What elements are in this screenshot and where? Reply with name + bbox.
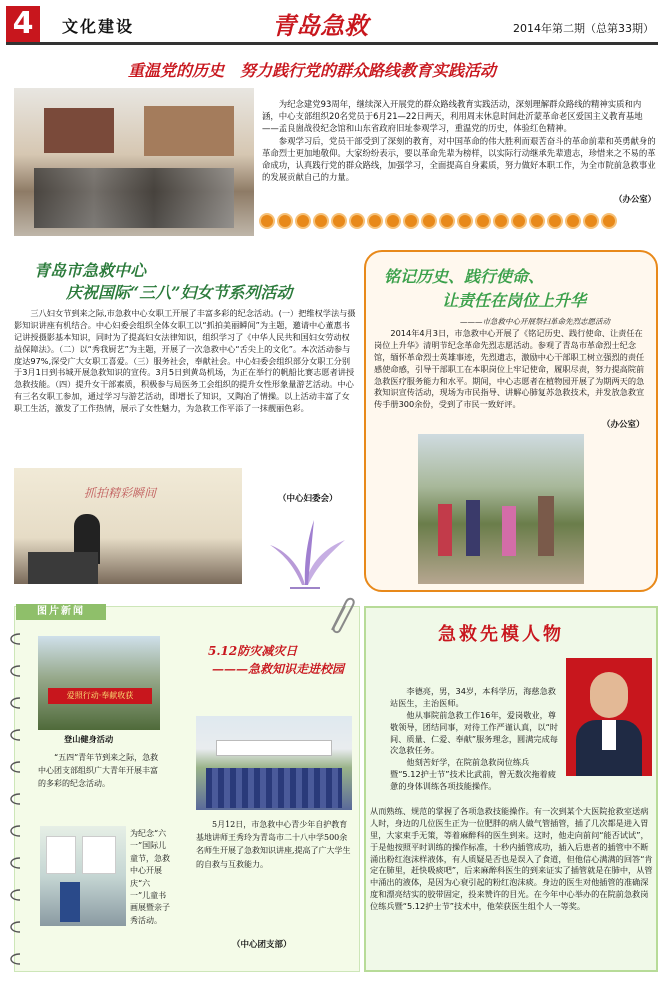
- page-number: 4: [6, 6, 40, 42]
- paperclip-icon: [322, 594, 356, 634]
- disaster-day-title-2: ———急救知识走进校园: [212, 662, 345, 676]
- history-title-1: 铭记历史、践行使命、: [384, 267, 545, 286]
- projection-screen-text: 抓拍精彩瞬间: [84, 486, 157, 500]
- disaster-day-title-1: 5.12防灾减灾日: [208, 644, 298, 658]
- childrens-day-caption: 为纪念“六一”国际儿童节，急救中心开展庆“六一”儿童书画展暨亲子秀活动。: [130, 829, 170, 925]
- memorial-hall-photo: [14, 88, 254, 236]
- doctor-portrait: [566, 658, 652, 776]
- women-title-1: 青岛市急救中心: [34, 261, 147, 280]
- photo-news-author: （中心团支部）: [232, 940, 292, 950]
- lily-decoration: [250, 510, 360, 590]
- model-title: 急救先模人物: [438, 624, 564, 645]
- history-author: （办公室）: [602, 420, 645, 430]
- history-subtitle: ———市急救中心开展祭扫革命先烈志愿活动: [460, 317, 610, 326]
- masthead-logo: 青岛急救: [272, 11, 368, 40]
- notebook-spiral: [6, 630, 26, 970]
- top-body: 为纪念建党93周年，继续深入开展党的群众路线教育实践活动，深刻理解群众路线的精神实质和内涵，中心支部组织20名党员于6月21—22日两天，利用周末休息时间赴沂蒙革命老区爱国主义教育基地——孟良崮战役纪念馆和山东省政府旧址参观学习，重温党的历史，体验红色精神。 参观学习后，党员干部受到了深刻的教育，对中国革命的伟大胜利而艰苦奋斗的革命前辈和英勇献身的革命烈士更加地敬仰。大家纷纷表示，要以革命先辈为榜样，以实际行动继承先辈遗志，珍惜来之不易的革命成功，认真践行党的群众路线，加强学习，全面提高自身素质，努力做好本职工作，为全市院前急救事业的发展贡献自己的力量。 （办公室）: [262, 99, 656, 205]
- school-lecture-photo: [196, 716, 352, 810]
- volunteers-photo: [418, 434, 584, 584]
- photo-news-label: 图片新闻: [16, 604, 106, 620]
- childrens-day-photo: [40, 826, 126, 926]
- hiking-photo: [38, 636, 160, 730]
- issue-info: 2014年第二期（总第33期）: [513, 22, 654, 35]
- model-body-top: 李德亮，男，34岁，本科学历，海慈急救站医生，主治医师。 他从事院前急救工作16年，爱岗敬业，尊敬领导，团结同事，对待工作严谨认真，以“时间、质量、仁爱、奉献”服务理念，圆满完成每次急救任务。 他刻苦好学，在院前急救岗位练兵暨“5.12护士节”技术比武前，曾无数次拖着疲惫的身体训练各项技能操作。: [390, 686, 558, 792]
- youth-day-caption: “五四”青年节到来之际，急救中心团支部组织广大青年开展丰富的多彩的纪念活动。: [38, 753, 159, 788]
- women-body: 三八妇女节到来之际,市急救中心女职工开展了丰富多彩的纪念活动。(一）把维权学法与摄影知识讲座有机结合。中心妇委会组织全体女职工以“抓拍美丽瞬间”为主题，邀请中心董惠书记讲授摄影基本知识，同时为了提高妇女法律知识，组织学习了《中华人民共和国妇女劳动权益保障法》。（二）以“秀我厨艺”为主题，开展了一次急救中心“舌尖上的文化”。本次活动参与度达97%,深受广大女职工喜爱。（三）服务社会，奉献社会。中心妇委会组织部分女职工分别于3月1日到书城开展急救知识的宣传。3月5日到黄岛机场，为正在举行的帆船比赛志愿者讲授急救技能。（四）提升女干部素质，积极参与局医务工会组织的提升女性形象量游艺活动。中心有三名女职工参加，通过学习与游艺活动，即增长了知识，又陶冶了情操。以上活动丰富了女职工生活，激发了工作热情，展示了女性魅力，为急救工作平添了一抹靓丽色彩。: [14, 308, 356, 414]
- hiking-banner: 爱照行动·奉献收获: [48, 688, 152, 704]
- disaster-day-caption: 5月12日，市急救中心青少年自护教育基地讲师王秀玲为青岛市二十八中学500余名师生开展了急救知识讲座,提高了广大学生的自救与互救能力。: [196, 820, 351, 869]
- model-body-bottom: 从而熟练、规范的掌握了各项急救技能操作。有一次到某个大医院抢救室送病人时，身边的几位医生正为一位肥胖的病人做气管插管，插了几次都是进入胃里，大家束手无策，等着麻醉科的医生到来。这时，他走向前问“能否试试”，于是他按照平时训练的操作标准，十秒内插管成功，插入后患者的插管中不断涌出粉红泡沫样液体，有人质疑是否也是误入了食道，但他信心满满的回答“肯定在肺里，赶快吸痰吧”，后来麻醉科医生的到来证实了插管就是在肺中，从管中涌出的液体，是因为心衰引起的粉红泡沫痰。身边的医生对他插管的准确深度和漂亮结实的胶带固定，投来赞许的目光。在今年中心举办的在院前急救岗位练兵暨“5.12护士节”技术中，他荣获医生组个人一等奖。: [370, 806, 653, 912]
- hiking-caption: 登山健身活动: [64, 734, 114, 744]
- flower-divider: [258, 215, 658, 230]
- women-author: （中心妇委会）: [278, 494, 338, 504]
- history-title-2: 让责任在岗位上升华: [442, 291, 587, 310]
- women-title-2: 庆祝国际“三八”妇女节系列活动: [66, 283, 293, 302]
- top-title: 重温党的历史 努力践行党的群众路线教育实践活动: [128, 61, 497, 80]
- header-rule: [6, 42, 658, 45]
- section-title: 文化建设: [62, 17, 135, 36]
- lecture-photo: [14, 468, 242, 584]
- history-body: 2014年4月3日，市急救中心开展了《铭记历史、践行使命、让责任在岗位上升华》清明节纪念革命先烈志愿活动。参观了青岛市革命烈士纪念馆，缅怀革命烈士英雄事迹，先烈遗志，激励中心干部职工树立强烈的责任感使命感，引导干部职工在本职岗位上牢记使命，履职尽责，努力提高院前急救医疗服务能力和水平。期间，中心志愿者在植物园开展了为期两天的急救知识宣传活动，现场为市民指导、讲解心肺复苏急救技术，并发放急救宣传手册300余份，受到了市民一致好评。: [374, 328, 645, 410]
